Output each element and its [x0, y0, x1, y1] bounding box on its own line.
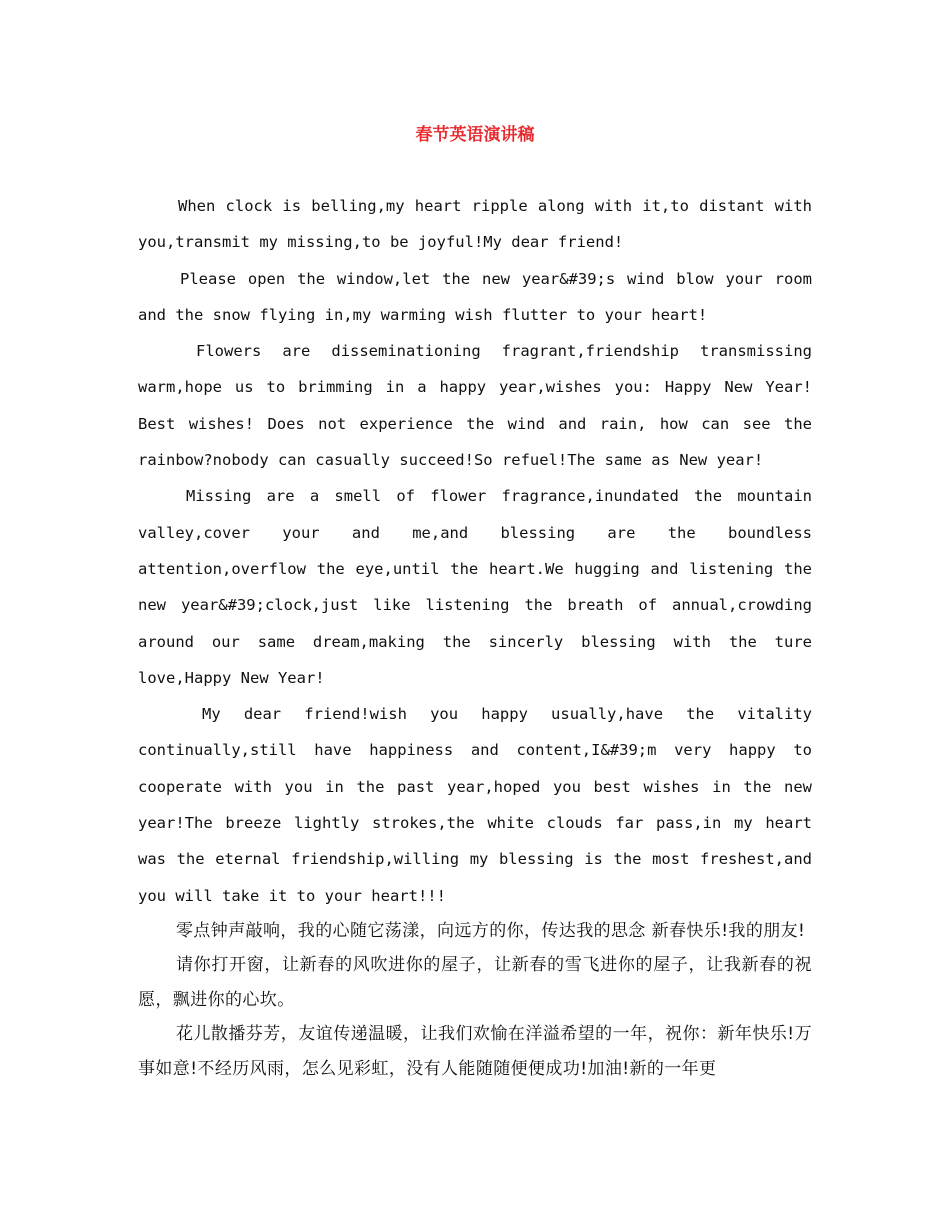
paragraph-en-2: Please open the window,let the new year&#39;s wind blow your room and the snow flying in,my warming wish flutter to your heart!	[138, 269, 812, 324]
document-title: 春节英语演讲稿	[415, 125, 535, 145]
paragraph-zh-3: 花儿散播芬芳，友谊传递温暖，让我们欢愉在洋溢希望的一年，祝你：新年快乐!万事如意!不经历风雨，怎么见彩虹，没有人能随随便便成功!加油!新的一年更	[138, 1024, 812, 1079]
document-body	[138, 188, 812, 1086]
paragraph-en-4: Missing are a smell of flower fragrance,inundated the mountain valley,cover your and me,and blessing are the boundless attention,overflow the eye,until the heart.We hugging and listening the new year&#39;clock,just like listening the breath of annual,crowding around our same dream,making the sincerly blessing with the ture love,Happy New Year!	[138, 487, 812, 687]
paragraph-en-3: Flowers are disseminationing fragrant,friendship transmissing warm,hope us to brimming in a happy year,wishes you: Happy New Year! Best wishes! Does not experience the wind and rain, how can see the rainbow?nobody can casually succeed!So refuel!The same as New year!	[138, 342, 812, 470]
paragraph-en-5: My dear friend!wish you happy usually,have the vitality continually,still have happiness and content,I&#39;m very happy to cooperate with you in the past year,hoped you best wishes in the new year!The breeze lightly strokes,the white clouds far pass,in my heart was the eternal friendship,willing my blessing is the most freshest,and you will take it to your heart!!!	[138, 705, 812, 905]
paragraph-en-1: When clock is belling,my heart ripple along with it,to distant with you,transmit my missing,to be joyful!My dear friend!	[138, 197, 812, 252]
paragraph-zh-2: 请你打开窗，让新春的风吹进你的屋子，让新春的雪飞进你的屋子，让我新春的祝愿，飘进你的心坎。	[138, 955, 812, 1010]
paragraph-zh-1: 零点钟声敲响，我的心随它荡漾，向远方的你，传达我的思念 新春快乐!我的朋友!	[176, 920, 806, 941]
